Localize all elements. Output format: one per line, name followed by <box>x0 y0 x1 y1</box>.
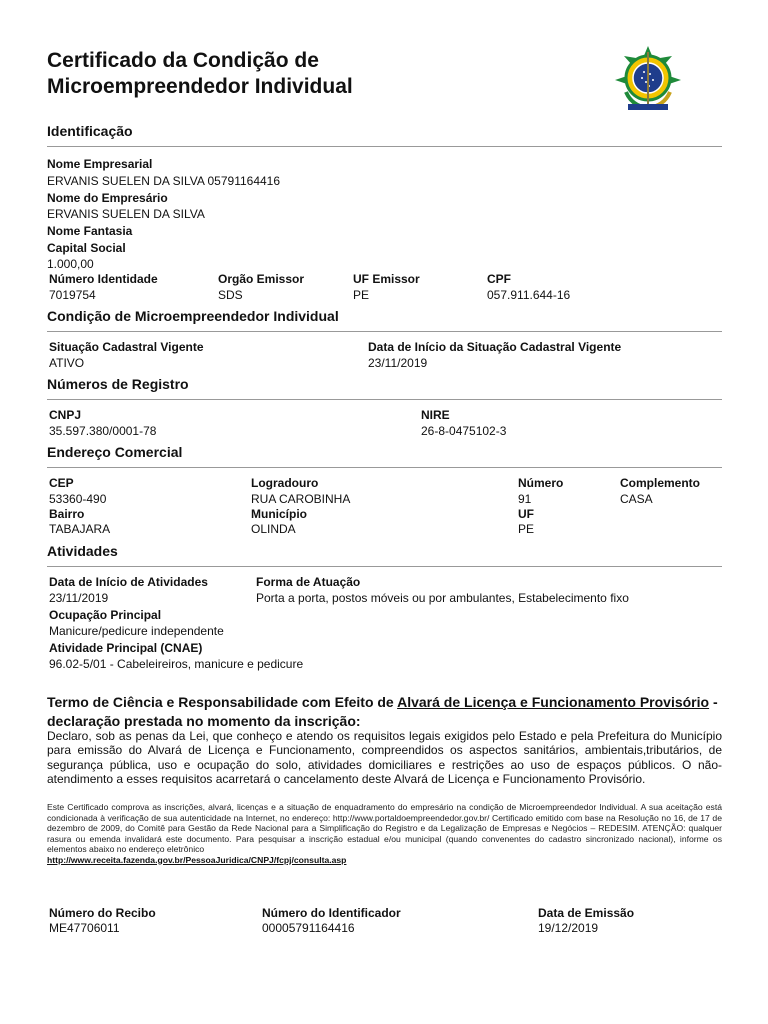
section-condicao-heading: Condição de Microempreendedor Individual <box>47 308 339 324</box>
capital-social-value: 1.000,00 <box>47 257 94 271</box>
cep-value: 53360-490 <box>49 492 107 506</box>
ocupacao-principal-value: Manicure/pedicure independente <box>49 624 224 638</box>
termo-body: Declaro, sob as penas da Lei, que conheço e atendo os requisitos legais exigidos pelo Estado e pela Prefeitura do Município para emissão do Alvará de Licença e Funcionamento, compreendidos os aspectos sanitários, ambientais,tributários, de segurança pública, uso e ocupação do solo, atividades domiciliares e restrições ao uso de espaços públicos. O não-atendimento a esses requisitos acarretará o cancelamento deste Alvará de Licença e Funcionamento Provisório. <box>47 729 722 787</box>
numero-label: Número <box>518 476 564 490</box>
cnpj-value: 35.597.380/0001-78 <box>49 424 157 438</box>
nome-empresario-value: ERVANIS SUELEN DA SILVA <box>47 207 205 221</box>
certificate-notice-text: Este Certificado comprova as inscrições, alvará, licenças e a situação de enquadramento do empresário na condição de Microempreendedor Individual. A sua aceitação está condicionada à verificação de sua autenticidade na Internet, no endereço: http://www.portaldoempreendedor.gov.br/ Certificado emitido com base na Resolução no 16, de 17 de dezembro de 2009, do Comitê para Gestão da Rede Nacional para a Simplificação do Registro e da Legalização de Empresas e Negócios – REDESIM. ATENÇÃO: qualquer rasura ou emenda invalidará este documento. Para pesquisar a inscrição estadual e/ou municipal (quando convenentes do cadastro sincronizado nacional), informe os elementos abaixo no endereço eletrônico <box>47 802 722 854</box>
forma-atuacao-label: Forma de Atuação <box>256 575 361 589</box>
ocupacao-principal-label: Ocupação Principal <box>49 608 162 622</box>
section-registro-heading: Números de Registro <box>47 376 189 392</box>
data-inicio-atividades-value: 23/11/2019 <box>49 591 109 605</box>
section-endereco-heading: Endereço Comercial <box>47 444 183 460</box>
numero-recibo-label: Número do Recibo <box>49 906 156 920</box>
termo-title-start: Termo de Ciência e Responsabilidade com Efeito de <box>47 694 398 710</box>
municipio-value: OLINDA <box>251 522 296 536</box>
termo-title-link: Alvará de Licença e Funcionamento Provisório <box>397 694 710 710</box>
page-title <box>47 48 353 100</box>
numero-value: 91 <box>518 492 532 506</box>
uf-label: UF <box>518 507 534 521</box>
nire-label: NIRE <box>421 408 450 422</box>
cnpj-label: CNPJ <box>49 408 82 422</box>
orgao-emissor-value: SDS <box>218 288 243 302</box>
divider <box>47 146 722 147</box>
municipio-label: Município <box>251 507 307 521</box>
bairro-value: TABAJARA <box>49 522 111 536</box>
situacao-cadastral-value: ATIVO <box>49 356 85 370</box>
complemento-value: CASA <box>620 492 653 506</box>
uf-emissor-value: PE <box>353 288 370 302</box>
termo-title-end: - declaração prestada no momento da inscrição: <box>47 694 718 729</box>
logradouro-value: RUA CAROBINHA <box>251 492 351 506</box>
consulta-link[interactable]: http://www.receita.fazenda.gov.br/PessoaJuridica/CNPJ/fcpj/consulta.asp <box>47 854 347 865</box>
numero-identidade-label: Número Identidade <box>49 272 158 286</box>
atividade-cnae-value: 96.02-5/01 - Cabeleireiros, manicure e pedicure <box>49 657 304 671</box>
nire-value: 26-8-0475102-3 <box>421 424 507 438</box>
divider <box>47 467 722 468</box>
title-line-2: Microempreendedor Individual <box>47 75 353 98</box>
termo-title <box>47 693 722 731</box>
section-identificacao-heading: Identificação <box>47 123 133 139</box>
title-line-1: Certificado da Condição de <box>47 49 319 72</box>
divider <box>47 331 722 332</box>
brazil-coat-of-arms-icon <box>612 44 684 116</box>
numero-recibo-value: ME47706011 <box>49 921 120 935</box>
cpf-label: CPF <box>487 272 511 286</box>
cep-label: CEP <box>49 476 74 490</box>
nome-fantasia-label: Nome Fantasia <box>47 224 133 238</box>
uf-emissor-label: UF Emissor <box>353 272 420 286</box>
logradouro-label: Logradouro <box>251 476 319 490</box>
atividade-cnae-label: Atividade Principal (CNAE) <box>49 641 203 655</box>
certificate-notice <box>47 802 722 865</box>
data-emissao-value: 19/12/2019 <box>538 921 599 935</box>
divider <box>47 399 722 400</box>
nome-empresarial-label: Nome Empresarial <box>47 157 153 171</box>
cpf-value: 057.911.644-16 <box>487 288 571 302</box>
numero-identidade-value: 7019754 <box>49 288 96 302</box>
data-emissao-label: Data de Emissão <box>538 906 635 920</box>
numero-identificador-value: 00005791164416 <box>262 921 355 935</box>
situacao-cadastral-label: Situação Cadastral Vigente <box>49 340 204 354</box>
nome-empresario-label: Nome do Empresário <box>47 191 168 205</box>
data-inicio-atividades-label: Data de Início de Atividades <box>49 575 208 589</box>
orgao-emissor-label: Orgão Emissor <box>218 272 305 286</box>
complemento-label: Complemento <box>620 476 701 490</box>
capital-social-label: Capital Social <box>47 241 126 255</box>
forma-atuacao-value: Porta a porta, postos móveis ou por ambulantes, Estabelecimento fixo <box>256 591 629 605</box>
section-atividades-heading: Atividades <box>47 543 118 559</box>
divider <box>47 566 722 567</box>
numero-identificador-label: Número do Identificador <box>262 906 401 920</box>
uf-value: PE <box>518 522 535 536</box>
bairro-label: Bairro <box>49 507 85 521</box>
data-inicio-situacao-label: Data de Início da Situação Cadastral Vigente <box>368 340 622 354</box>
data-inicio-situacao-value: 23/11/2019 <box>368 356 428 370</box>
nome-empresarial-value: ERVANIS SUELEN DA SILVA 05791164416 <box>47 174 281 188</box>
